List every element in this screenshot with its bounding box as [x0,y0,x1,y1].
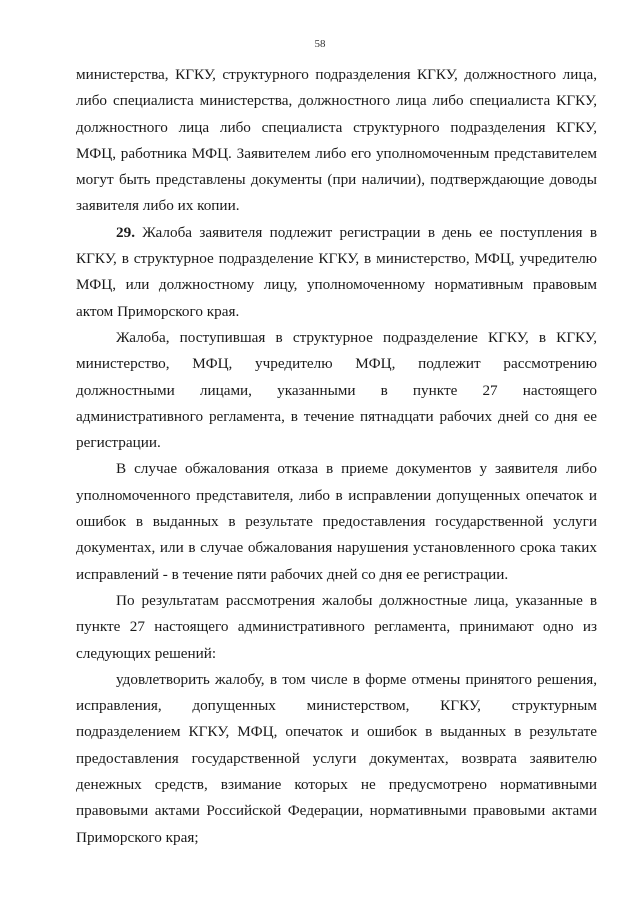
paragraph-decision-satisfy [76,667,597,851]
paragraph-item-29 [76,220,597,325]
paragraph-text: удовлетворить жалобу, в том числе в форме отмены принятого решения, исправления, допущенных министерством, КГКУ, структурным подразделением КГКУ, МФЦ, опечаток и ошибок в выданных в результате предоставления государственной услуги документах, возврата заявителю денежных средств, взимание которых не предусмотрено нормативными правовыми актами Российской Федерации, нормативными правовыми актами Приморского края; [76,670,597,846]
paragraph-continuation [76,62,597,220]
paragraph-text: Жалоба заявителя подлежит регистрации в день ее поступления в КГКУ, в структурное подразделение КГКУ, в министерство, МФЦ, учредителю МФЦ, или должностному лицу, уполномоченному нормативным правовым актом Приморского края. [76,223,597,320]
paragraph-refusal-appeal [76,456,597,587]
paragraph-text: министерства, КГКУ, структурного подразделения КГКУ, должностного лица, либо специалиста министерства, должностного лица либо специалиста КГКУ, должностного лица либо специалиста структурного подразделения КГКУ, МФЦ, работника МФЦ. Заявителем либо его уполномоченным представителем могут быть представлены документы (при наличии), подтверждающие доводы заявителя либо их копии. [76,66,597,215]
paragraph-number: 29. [116,223,135,241]
paragraph-text: Жалоба, поступившая в структурное подразделение КГКУ, в КГКУ, министерство, МФЦ, учредителю МФЦ, подлежит рассмотрению должностными лицами, указанными в пункте 27 настоящего административного регламента, в течение пятнадцати рабочих дней со дня ее регистрации. [76,328,597,452]
page-number: 58 [314,38,326,50]
paragraph-decision-intro [76,588,597,667]
document-body [76,62,597,851]
paragraph-review-period [76,325,597,456]
paragraph-text: По результатам рассмотрения жалобы должностные лица, указанные в пункте 27 настоящего административного регламента, принимают одно из следующих решений: [76,591,597,662]
paragraph-text: В случае обжалования отказа в приеме документов у заявителя либо уполномоченного представителя, либо в исправлении допущенных опечаток и ошибок в выданных в результате предоставления государственной услуги документах, или в случае обжалования нарушения установленного срока таких исправлений - в течение пяти рабочих дней со дня ее регистрации. [76,460,597,583]
